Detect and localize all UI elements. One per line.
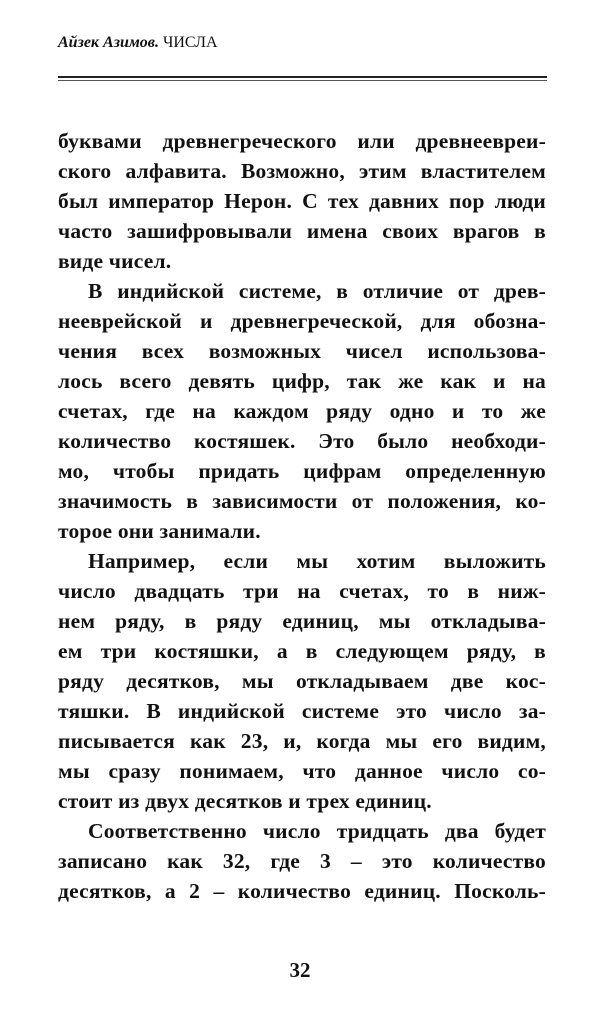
text-line: виде чисел. [58,249,172,273]
text-line: Соответственно число тридцать два будет [88,819,546,843]
text-line: нееврейской и древнегреческой, для обозна- [58,309,546,333]
text-line: был император Нерон. С тех давних пор люди [58,189,546,213]
text-line: лось всего девять цифр, так же как и на [58,369,546,393]
text-line: часто зашифровывали имена своих врагов в [58,219,546,243]
text-line: торое они занимали. [58,519,261,543]
text-line: количество костяшек. Это было необходи- [58,429,546,453]
text-line: значимость в зависимости от положения, ко- [58,489,546,513]
text-line: мы сразу понимаем, что данное число со- [58,759,546,783]
text-line: мо, чтобы придать цифрам определенную [58,459,546,483]
header-rule [58,76,547,81]
header-title: ЧИСЛА [162,34,218,51]
running-header [58,34,218,52]
text-line: записано как 32, где 3 – это количество [58,849,546,873]
text-line: писывается как 23, и, когда мы его видим, [58,729,546,753]
text-line: нем ряду, в ряду единиц, мы откладыва- [58,609,546,633]
text-line: ряду десятков, мы откладываем две кос- [58,669,546,693]
text-line: Например, если мы хотим выложить [88,549,546,573]
text-line: чения всех возможных чисел использова- [58,339,546,363]
text-line: В индийской системе, в отличие от древ- [88,279,546,303]
text-line: ского алфавита. Возможно, этим властителем [58,159,546,183]
page-number: 32 [289,958,311,982]
text-line: стоит из двух десятков и трех единиц. [58,789,432,813]
text-line: тяшки. В индийской системе это число за- [58,699,546,723]
text-line: число двадцать три на счетах, то в ниж- [58,579,546,603]
page-body [58,126,546,906]
text-line: буквами древнегреческого или древнеевреи- [58,129,546,153]
text-line: ем три костяшки, а в следующем ряду, в [58,639,546,663]
text-line: счетах, где на каждом ряду одно и то же [58,399,546,423]
header-author: Айзек Азимов. [58,34,159,51]
text-line: десятков, а 2 – количество единиц. Посколь- [58,879,546,903]
